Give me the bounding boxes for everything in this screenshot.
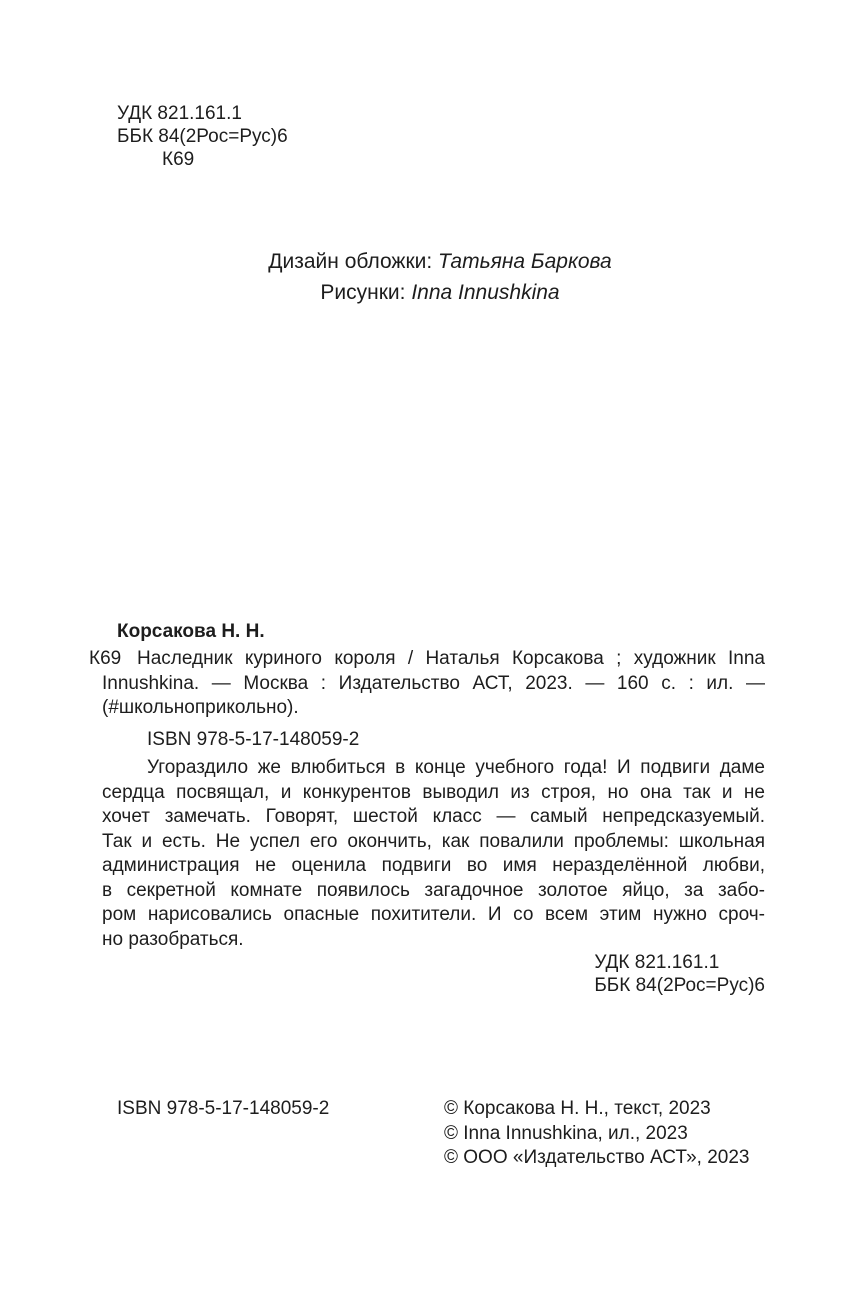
udk-code: УДК 821.161.1 xyxy=(117,103,242,124)
annotation-line: в секретной комнате появилось загадочное золотое яйцо, за забо- xyxy=(102,879,765,901)
copyright-block xyxy=(444,1097,750,1171)
annotation-paragraph xyxy=(102,756,765,952)
udk-code-bottom: УДК 821.161.1 xyxy=(594,952,720,973)
cover-design-label: Дизайн обложки: xyxy=(268,250,433,273)
bbk-code: ББК 84(2Рос=Рус)6 xyxy=(117,126,288,147)
annotation-line: но разобраться. xyxy=(102,928,244,950)
bibliography-line: (#школьноприкольно). xyxy=(102,697,299,718)
catalog-author-heading: Корсакова Н. Н. xyxy=(117,621,265,642)
bibliography-line: Innushkina. — Москва : Издательство АСТ, 2023. — 160 с. : ил. — xyxy=(102,672,765,694)
annotation-line: администрация не оценила подвиги во имя неразделённой любви, xyxy=(102,855,765,876)
annotation-line: сердца посвящал, и конкурентов выводил из строя, но она так и не xyxy=(102,781,765,803)
credits-block xyxy=(103,246,777,308)
isbn-catalog: ISBN 978-5-17-148059-2 xyxy=(147,729,360,750)
cover-design-credit xyxy=(103,246,777,277)
bibliographic-entry xyxy=(89,647,765,721)
annotation-line: ром нарисовались опасные похитители. И со всем этим нужно сроч- xyxy=(102,904,765,925)
copyright-line-text: © Корсакова Н. Н., текст, 2023 xyxy=(444,1098,711,1119)
cover-designer-name: Татьяна Баркова xyxy=(438,250,612,273)
annotation-line: Угораздило же влюбиться в конце учебного года! И подвиги даме xyxy=(147,757,765,778)
classification-codes-top xyxy=(117,102,288,171)
catalog-author-code: К69 xyxy=(89,648,122,669)
classification-codes-bottom xyxy=(594,951,765,997)
isbn-footer: ISBN 978-5-17-148059-2 xyxy=(117,1098,330,1119)
annotation-line: Так и есть. Не успел его окончить, как повалили проблемы: школьная xyxy=(102,830,765,852)
illustrator-name: Inna Innushkina xyxy=(411,281,560,304)
illustrations-credit xyxy=(103,277,777,308)
annotation-line: хочет замечать. Говорят, шестой класс — самый непредсказуемый. xyxy=(102,806,765,827)
author-sign-code: К69 xyxy=(162,149,195,170)
copyright-line-publisher: © ООО «Издательство АСТ», 2023 xyxy=(444,1147,750,1168)
copyright-line-illustrations: © Inna Innushkina, ил., 2023 xyxy=(444,1122,688,1144)
bibliography-line: Наследник куриного короля / Наталья Корсакова ; художник Inna xyxy=(137,648,765,669)
bbk-code-bottom: ББК 84(2Рос=Рус)6 xyxy=(594,975,765,996)
illustrations-label: Рисунки: xyxy=(320,281,406,304)
